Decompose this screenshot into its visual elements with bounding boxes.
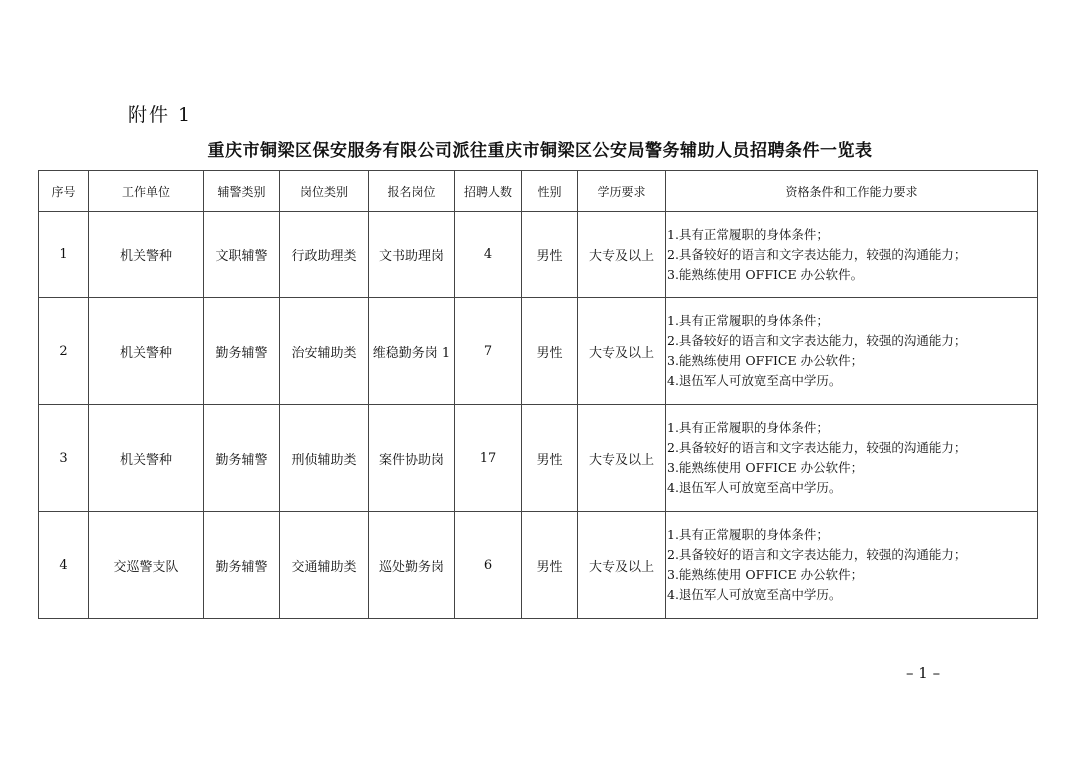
cell-gender: 男性 (522, 405, 578, 512)
requirement-item: 1.具有正常履职的身体条件； (667, 313, 829, 328)
cell-count: 4 (455, 212, 522, 298)
table-row (39, 512, 1038, 619)
page-number: – 1 – (906, 664, 941, 682)
header-unit: 工作单位 (89, 171, 204, 212)
header-post: 报名岗位 (369, 171, 455, 212)
cell-requirements (666, 512, 1038, 619)
cell-post-type: 治安辅助类 (280, 298, 369, 405)
requirement-item: 3.能熟练使用 OFFICE 办公软件； (667, 567, 864, 582)
header-count: 招聘人数 (455, 171, 522, 212)
requirement-item: 1.具有正常履职的身体条件； (667, 420, 829, 435)
cell-no: 4 (39, 512, 89, 619)
header-education: 学历要求 (578, 171, 666, 212)
requirement-item: 2.具备较好的语言和文字表达能力，较强的沟通能力； (667, 246, 967, 262)
cell-post-type: 刑侦辅助类 (280, 405, 369, 512)
cell-requirements (666, 298, 1038, 405)
attachment-label: 附件 1 (128, 104, 193, 126)
cell-education: 大专及以上 (578, 212, 666, 298)
cell-post: 文书助理岗 (369, 212, 455, 298)
table-row (39, 212, 1038, 298)
cell-unit: 机关警种 (89, 298, 204, 405)
cell-unit: 交巡警支队 (89, 512, 204, 619)
requirement-item: 1.具有正常履职的身体条件； (667, 226, 829, 242)
cell-requirements (666, 405, 1038, 512)
cell-no: 2 (39, 298, 89, 405)
cell-count: 6 (455, 512, 522, 619)
cell-education: 大专及以上 (578, 405, 666, 512)
header-requirements: 资格条件和工作能力要求 (666, 171, 1038, 212)
cell-requirements (666, 212, 1038, 298)
header-post-type: 岗位类别 (280, 171, 369, 212)
cell-aux-type: 勤务辅警 (204, 298, 280, 405)
cell-gender: 男性 (522, 298, 578, 405)
cell-unit: 机关警种 (89, 405, 204, 512)
cell-post: 案件协助岗 (369, 405, 455, 512)
requirement-item: 4.退伍军人可放宽至高中学历。 (667, 587, 842, 602)
requirement-item: 2.具备较好的语言和文字表达能力，较强的沟通能力； (667, 547, 967, 562)
requirement-item: 1.具有正常履职的身体条件； (667, 527, 829, 542)
cell-count: 7 (455, 298, 522, 405)
table-header-row (39, 171, 1038, 212)
cell-gender: 男性 (522, 512, 578, 619)
requirement-item: 4.退伍军人可放宽至高中学历。 (667, 373, 842, 388)
table-row (39, 405, 1038, 512)
cell-no: 1 (39, 212, 89, 298)
requirement-item: 3.能熟练使用 OFFICE 办公软件； (667, 460, 864, 475)
cell-aux-type: 勤务辅警 (204, 512, 280, 619)
document-title: 重庆市铜梁区保安服务有限公司派往重庆市铜梁区公安局警务辅助人员招聘条件一览表 (207, 141, 873, 161)
cell-aux-type: 文职辅警 (204, 212, 280, 298)
header-aux-type: 辅警类别 (204, 171, 280, 212)
requirement-item: 4.退伍军人可放宽至高中学历。 (667, 480, 842, 495)
requirement-item: 2.具备较好的语言和文字表达能力，较强的沟通能力； (667, 440, 967, 455)
requirement-item: 3.能熟练使用 OFFICE 办公软件； (667, 353, 864, 368)
cell-unit: 机关警种 (89, 212, 204, 298)
cell-post: 维稳勤务岗 1 (369, 298, 455, 405)
cell-post: 巡处勤务岗 (369, 512, 455, 619)
table-row (39, 298, 1038, 405)
cell-education: 大专及以上 (578, 512, 666, 619)
header-gender: 性别 (522, 171, 578, 212)
cell-post-type: 交通辅助类 (280, 512, 369, 619)
cell-aux-type: 勤务辅警 (204, 405, 280, 512)
requirement-item: 2.具备较好的语言和文字表达能力，较强的沟通能力； (667, 333, 967, 348)
cell-education: 大专及以上 (578, 298, 666, 405)
recruitment-table (38, 170, 1038, 619)
cell-gender: 男性 (522, 212, 578, 298)
cell-no: 3 (39, 405, 89, 512)
cell-count: 17 (455, 405, 522, 512)
header-no: 序号 (39, 171, 89, 212)
cell-post-type: 行政助理类 (280, 212, 369, 298)
requirement-item: 3.能熟练使用 OFFICE 办公软件。 (667, 266, 864, 282)
